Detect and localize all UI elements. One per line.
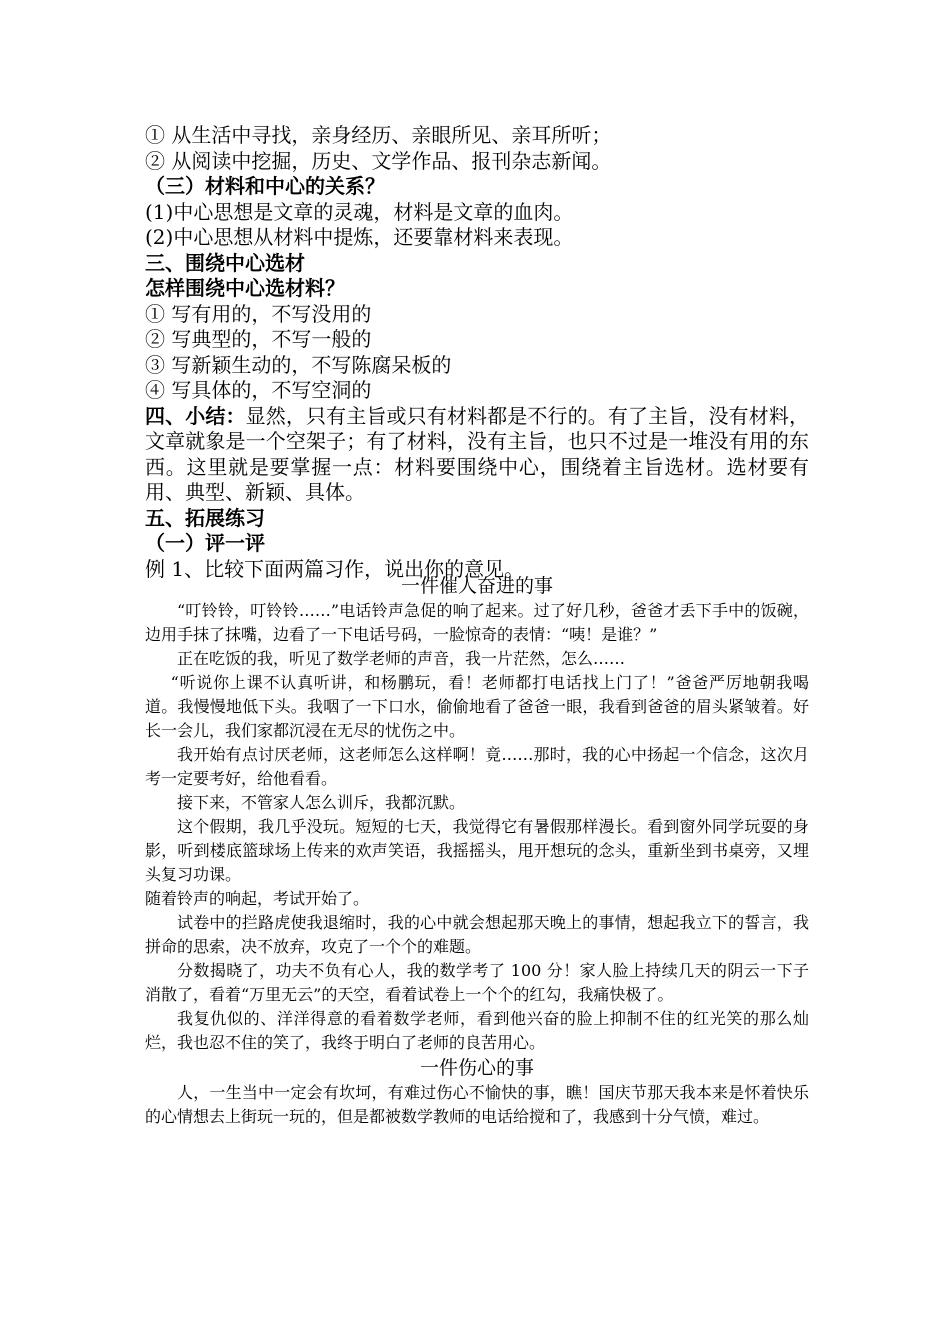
essay1-title: 一件催人奋进的事 [400, 575, 553, 597]
summary-label: 四、小结： [145, 403, 246, 428]
example-prompt: 例 1、比较下面两篇习作，说出你的意见。 [145, 556, 525, 581]
essay1-paragraph: “叮铃铃，叮铃铃……”电话铃声急促的响了起来。过了好几秒，爸爸才丢下手中的饭碗，边用手抹了抹嘴，边看了一下电话号码，一脸惊奇的表情：“咦！是谁？” [145, 601, 809, 644]
essay2-paragraph: 人，一生当中一定会有坎坷，有难过伤心不愉快的事，瞧！国庆节那天我本来是怀着快乐的心情想去上街玩一玩的，但是都被数学教师的电话给搅和了，我感到十分气愤，难过。 [145, 1083, 809, 1126]
essays [145, 573, 809, 1129]
relation-item-1: (1)中心思想是文章的灵魂，材料是文章的血肉。 [145, 199, 574, 224]
heading-five: 五、拓展练习 [145, 505, 265, 530]
source-item-1: ① 从生活中寻找，亲身经历、亲眼所见、亲耳所听； [145, 123, 612, 147]
essay1-paragraph: 试卷中的拦路虎使我退缩时，我的心中就会想起那天晚上的事情，想起我立下的誓言，我拼命的思索，决不放弃，攻克了一个个的难题。 [145, 913, 809, 956]
heading-review: （一）评一评 [145, 531, 265, 555]
rule-item-2: ② 写典型的，不写一般的 [145, 327, 372, 351]
rule-item-3: ③ 写新颖生动的，不写陈腐呆板的 [145, 352, 452, 377]
essay1-paragraph: 正在吃饭的我，听见了数学老师的声音，我一片茫然，怎么…… [177, 649, 626, 668]
heading-three: 三、围绕中心选材 [145, 250, 305, 275]
heading-relation: （三）材料和中心的关系？ [145, 174, 385, 198]
heading-how: 怎样围绕中心选材料？ [145, 276, 345, 300]
rule-item-4: ④ 写具体的，不写空洞的 [145, 378, 372, 402]
essay1-paragraph: 我复仇似的、洋洋得意的看着数学老师，看到他兴奋的脸上抑制不住的红光笑的那么灿烂，我也忍不住的笑了，我终于明白了老师的良苦用心。 [145, 1009, 809, 1052]
essay1-paragraph: 这个假期，我几乎没玩。短短的七天，我觉得它有暑假那样漫长。看到窗外同学玩耍的身影，听到楼底篮球场上传来的欢声笑语，我摇摇头，甩开想玩的念头，重新坐到书桌旁，又埋头复习功课。 [145, 817, 809, 884]
essay1-paragraph: “听说你上课不认真听讲，和杨鹏玩，看！老师都打电话找上门了！”爸爸严厉地朝我喝道。我慢慢地低下头。我咽了一下口水，偷偷地看了爸爸一眼，我看到爸爸的眉头紧皱着。好长一会儿，我们家都沉浸在无尽的忧伤之中。 [145, 673, 809, 740]
summary-paragraph [145, 404, 809, 506]
essay1-paragraph: 随着铃声的响起，考试开始了。 [145, 889, 370, 908]
essay1-paragraph: 接下来，不管家人怎么训斥，我都沉默。 [177, 793, 466, 812]
lesson-section [145, 123, 825, 582]
essay2-title: 一件伤心的事 [419, 1057, 534, 1079]
relation-item-2: (2)中心思想从材料中提炼，还要靠材料来表现。 [145, 225, 574, 249]
summary-text: 显然，只有主旨或只有材料都是不行的。有了主旨，没有材料，文章就象是一个空架子；有了材料，没有主旨，也只不过是一堆没有用的东西。这里就是要掌握一点：材料要围绕中心，围绕着主旨选材。选材要有用、典型、新颖、具体。 [145, 403, 809, 504]
rule-item-1: ① 写有用的，不写没用的 [145, 301, 372, 326]
essay1-paragraph: 分数揭晓了，功夫不负有心人，我的数学考了 100 分！家人脸上持续几天的阴云一下子消散了，看着“万里无云”的天空，看着试卷上一个个的红勾，我痛快极了。 [145, 961, 809, 1004]
essay1-paragraph: 我开始有点讨厌老师，这老师怎么这样啊！竟……那时，我的心中扬起一个信念，这次月考一定要考好，给他看看。 [145, 745, 809, 788]
source-item-2: ② 从阅读中挖掘，历史、文学作品、报刊杂志新闻。 [145, 148, 612, 173]
